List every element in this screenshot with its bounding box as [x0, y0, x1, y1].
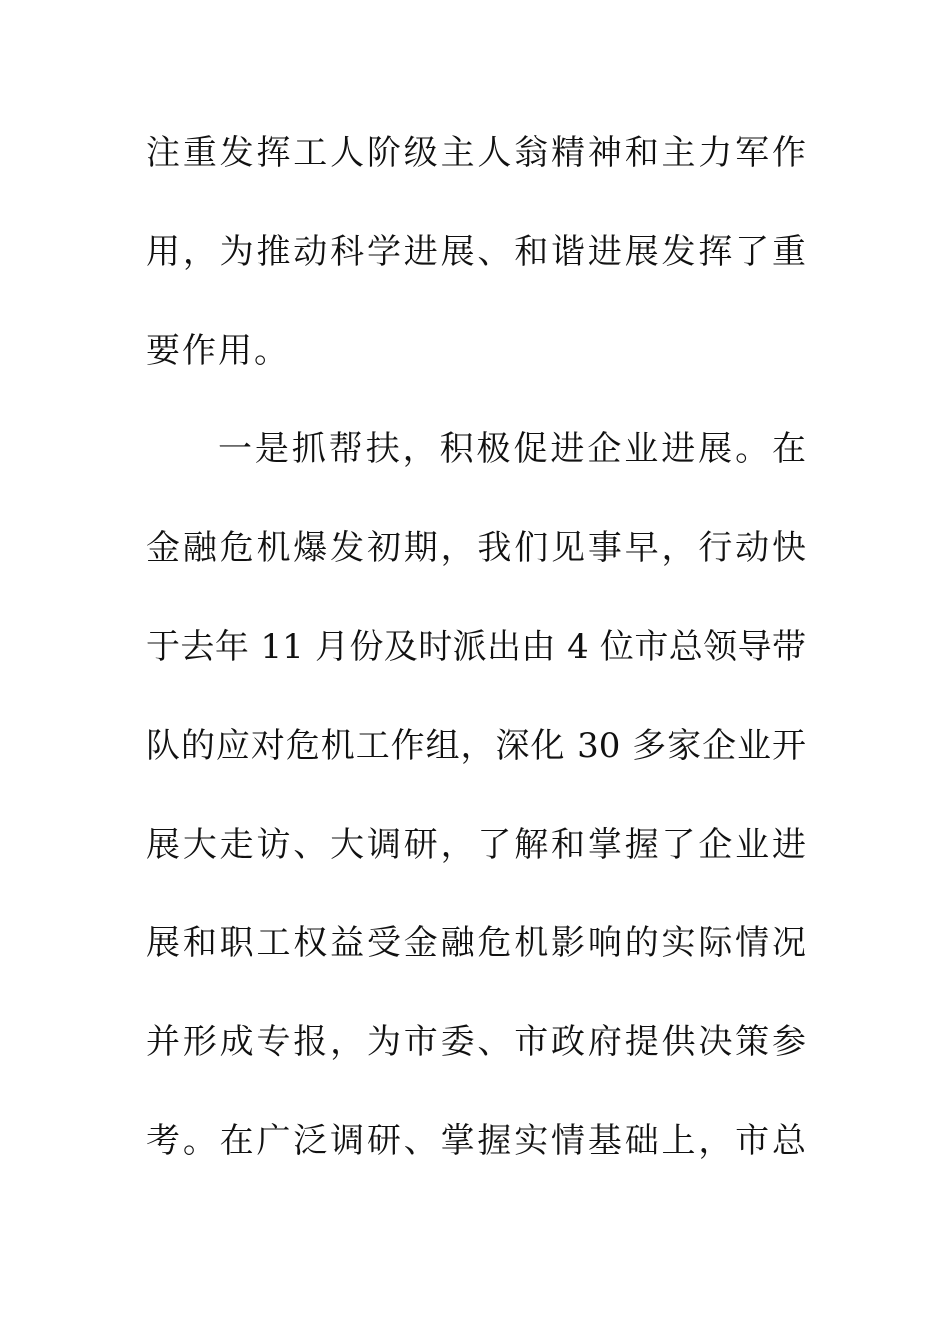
paragraph-first-line: 一是抓帮扶，积极促进企业进展。在	[218, 429, 806, 470]
text-line: 展大走访、大调研，了解和掌握了企业进	[146, 824, 806, 865]
text-line: 要作用。	[146, 330, 290, 371]
text-line: 金融危机爆发初期，我们见事早，行动快	[146, 528, 806, 569]
text-line: 于去年 11 月份及时派出由 4 位市总领导带	[146, 626, 806, 667]
text-line: 展和职工权益受金融危机影响的实际情况	[146, 923, 806, 964]
body-text	[146, 121, 806, 1208]
text-line: 并形成专报，为市委、市政府提供决策参	[146, 1022, 806, 1063]
text-line: 考。在广泛调研、掌握实情基础上，市总	[146, 1120, 806, 1161]
text-line: 队的应对危机工作组，深化 30 多家企业开	[146, 725, 806, 766]
text-line: 用，为推动科学进展、和谐进展发挥了重	[146, 231, 806, 272]
text-line: 注重发挥工人阶级主人翁精神和主力军作	[146, 133, 806, 173]
